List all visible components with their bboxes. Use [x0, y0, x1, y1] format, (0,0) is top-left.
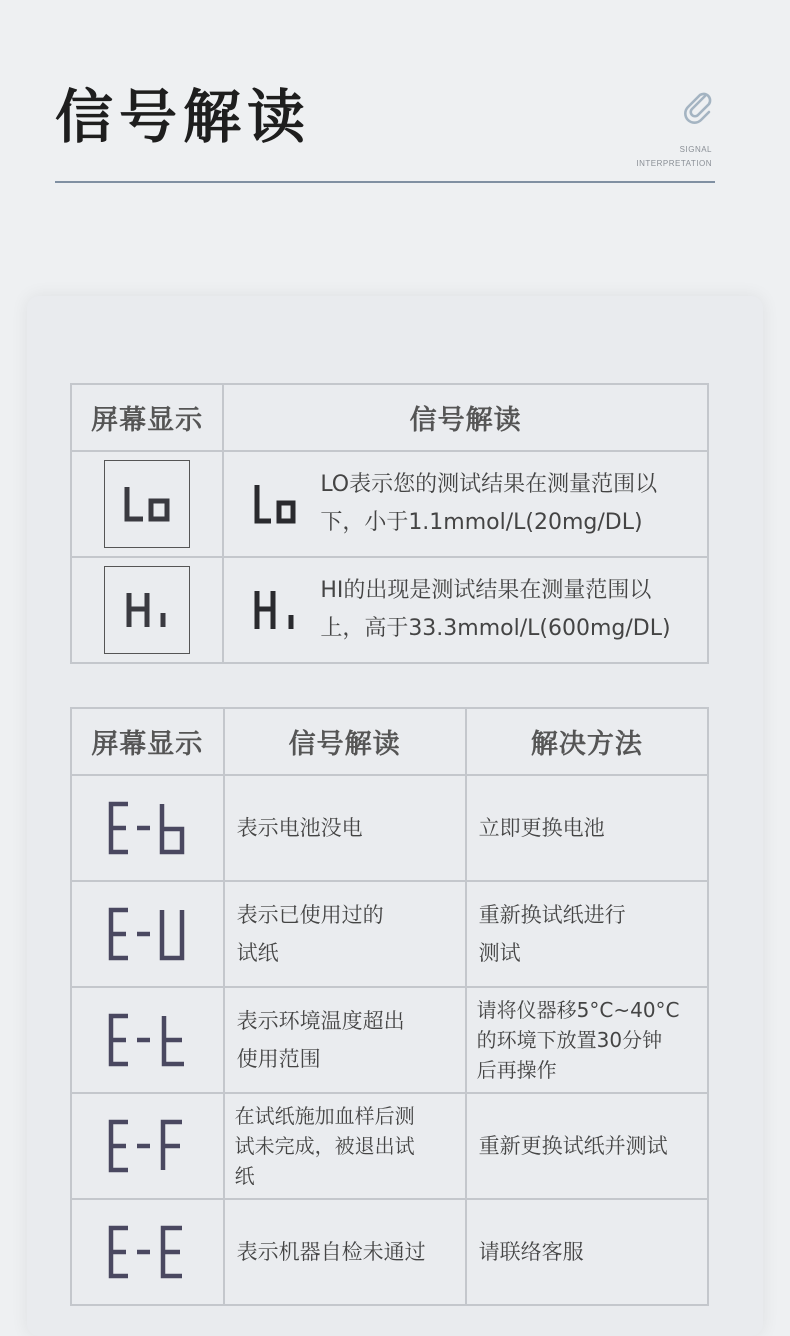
col-header-display: 屏幕显示	[71, 708, 224, 775]
page-title: 信号解读	[55, 83, 312, 151]
lo-segment-small	[119, 481, 175, 527]
col-header-solution: 解决方法	[466, 708, 708, 775]
error-ee-solution: 请联络客服	[478, 1240, 584, 1264]
error-ef-meaning-2: 试未完成，被退出试	[234, 1134, 415, 1158]
subtitle-line-2: INTERPRETATION	[636, 159, 712, 168]
lo-description	[320, 466, 657, 542]
error-eb-solution: 立即更换电池	[478, 816, 605, 840]
table-row	[71, 1199, 708, 1305]
subtitle-line-1: SIGNAL	[679, 145, 712, 154]
table-row	[71, 451, 708, 557]
hi-line-2: 上，高于33.3mmol/L(600mg/DL)	[320, 616, 671, 641]
error-ee-meaning: 表示机器自检未通过	[236, 1240, 426, 1264]
error-eu-solution-2: 测试	[478, 941, 521, 965]
error-ef-meaning-1: 在试纸施加血样后测	[234, 1104, 415, 1128]
table-header-row	[71, 708, 708, 775]
table-header-row	[71, 384, 708, 451]
col-header-meaning: 信号解读	[224, 708, 466, 775]
hi-description	[320, 572, 670, 648]
error-eu-meaning-2: 试纸	[236, 941, 279, 965]
table-row	[71, 1093, 708, 1199]
table-row	[71, 987, 708, 1093]
error-ef-solution: 重新更换试纸并测试	[478, 1134, 668, 1158]
col-header-display: 屏幕显示	[71, 384, 223, 451]
error-table	[70, 707, 709, 1306]
error-et-solution-3: 后再操作	[476, 1058, 557, 1082]
signal-table	[70, 383, 709, 664]
error-et-meaning-1: 表示环境温度超出	[236, 1009, 405, 1033]
error-eb-segment	[106, 799, 188, 857]
error-ef-meaning-3: 纸	[234, 1164, 255, 1188]
lo-segment	[251, 481, 299, 527]
error-et-segment	[106, 1011, 188, 1069]
table-row	[71, 881, 708, 987]
error-ee-segment	[106, 1223, 188, 1281]
hi-segment	[251, 587, 299, 633]
error-et-solution-1: 请将仪器移5°C~40°C	[476, 998, 680, 1022]
title-divider	[55, 181, 715, 183]
lcd-display-hi	[104, 566, 190, 654]
lo-line-2: 下，小于1.1mmol/L(20mg/DL)	[320, 510, 643, 535]
error-et-meaning-2: 使用范围	[236, 1047, 321, 1071]
lo-line-1: LO表示您的测试结果在测量范围以	[320, 472, 658, 497]
error-eb-meaning: 表示电池没电	[236, 816, 363, 840]
col-header-meaning: 信号解读	[223, 384, 708, 451]
hi-line-1: HI的出现是测试结果在测量范围以	[320, 578, 652, 603]
error-et-solution-2: 的环境下放置30分钟	[476, 1028, 663, 1052]
error-ef-segment	[106, 1117, 188, 1175]
lcd-display-lo	[104, 460, 190, 548]
paperclip-icon	[683, 90, 715, 124]
hi-segment-small	[119, 587, 175, 633]
error-eu-meaning-1: 表示已使用过的	[236, 903, 384, 927]
error-eu-segment	[106, 905, 188, 963]
subtitle-en	[636, 143, 712, 171]
table-row	[71, 557, 708, 663]
error-eu-solution-1: 重新换试纸进行	[478, 903, 626, 927]
table-row	[71, 775, 708, 881]
